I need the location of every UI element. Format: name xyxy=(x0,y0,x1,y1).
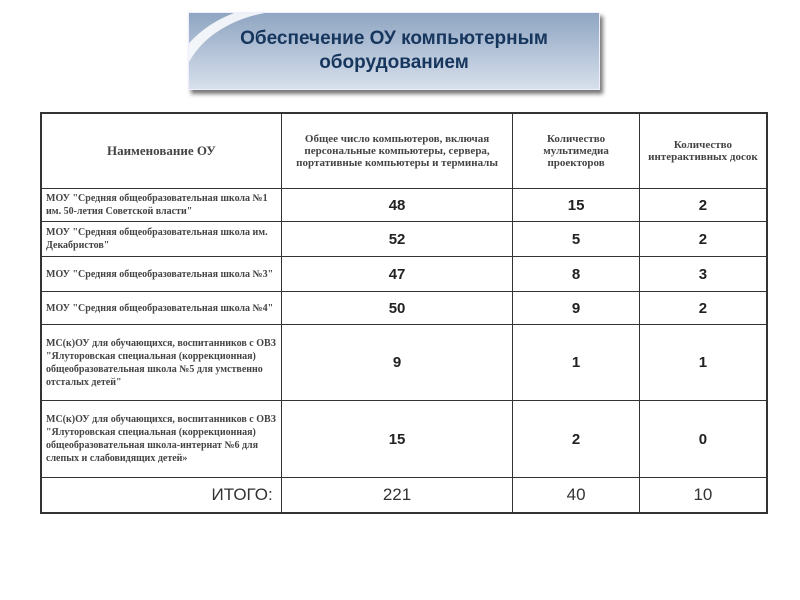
boards-count: 2 xyxy=(639,189,767,222)
computers-count: 9 xyxy=(281,325,513,401)
total-boards: 10 xyxy=(639,478,767,514)
header-projectors: Количество мультимедиа проекторов xyxy=(513,113,640,189)
boards-count: 2 xyxy=(639,292,767,325)
school-name: МОУ "Средняя общеобразовательная школа №1 им. 50-летия Советской власти" xyxy=(41,189,281,222)
projectors-count: 15 xyxy=(513,189,640,222)
header-computers: Общее число компьютеров, включая персональные компьютеры, сервера, портативные компьютеры и терминалы xyxy=(281,113,513,189)
header-boards: Количество интерактивных досок xyxy=(639,113,767,189)
total-row xyxy=(41,478,767,514)
header-row xyxy=(41,113,767,189)
projectors-count: 8 xyxy=(513,257,640,292)
computers-count: 50 xyxy=(281,292,513,325)
computers-count: 52 xyxy=(281,222,513,257)
school-name: МОУ "Средняя общеобразовательная школа №4" xyxy=(41,292,281,325)
boards-count: 2 xyxy=(639,222,767,257)
projectors-count: 2 xyxy=(513,401,640,478)
computers-count: 15 xyxy=(281,401,513,478)
table-row xyxy=(41,257,767,292)
total-label: ИТОГО: xyxy=(41,478,281,514)
table-row xyxy=(41,325,767,401)
projectors-count: 1 xyxy=(513,325,640,401)
school-name: МС(к)ОУ для обучающихся, воспитанников с ОВЗ "Ялуторовская специальная (коррекционная) общеобразовательная школа №5 для умственно отсталых детей" xyxy=(41,325,281,401)
boards-count: 0 xyxy=(639,401,767,478)
table-row xyxy=(41,401,767,478)
table-row xyxy=(41,189,767,222)
projectors-count: 9 xyxy=(513,292,640,325)
projectors-count: 5 xyxy=(513,222,640,257)
table-row xyxy=(41,222,767,257)
boards-count: 3 xyxy=(639,257,767,292)
title-box xyxy=(188,12,600,90)
equipment-table xyxy=(40,112,768,514)
boards-count: 1 xyxy=(639,325,767,401)
school-name: МОУ "Средняя общеобразовательная школа им. Декабристов" xyxy=(41,222,281,257)
school-name: МОУ "Средняя общеобразовательная школа №3" xyxy=(41,257,281,292)
computers-count: 47 xyxy=(281,257,513,292)
table-row xyxy=(41,292,767,325)
total-computers: 221 xyxy=(281,478,513,514)
header-name: Наименование ОУ xyxy=(41,113,281,189)
school-name: МС(к)ОУ для обучающихся, воспитанников с ОВЗ "Ялуторовская специальная (коррекционная) общеобразовательная школа-интернат №6 для слепых и слабовидящих детей» xyxy=(41,401,281,478)
computers-count: 48 xyxy=(281,189,513,222)
total-projectors: 40 xyxy=(513,478,640,514)
slide-title: Обеспечение ОУ компьютерным оборудованием xyxy=(240,28,548,73)
